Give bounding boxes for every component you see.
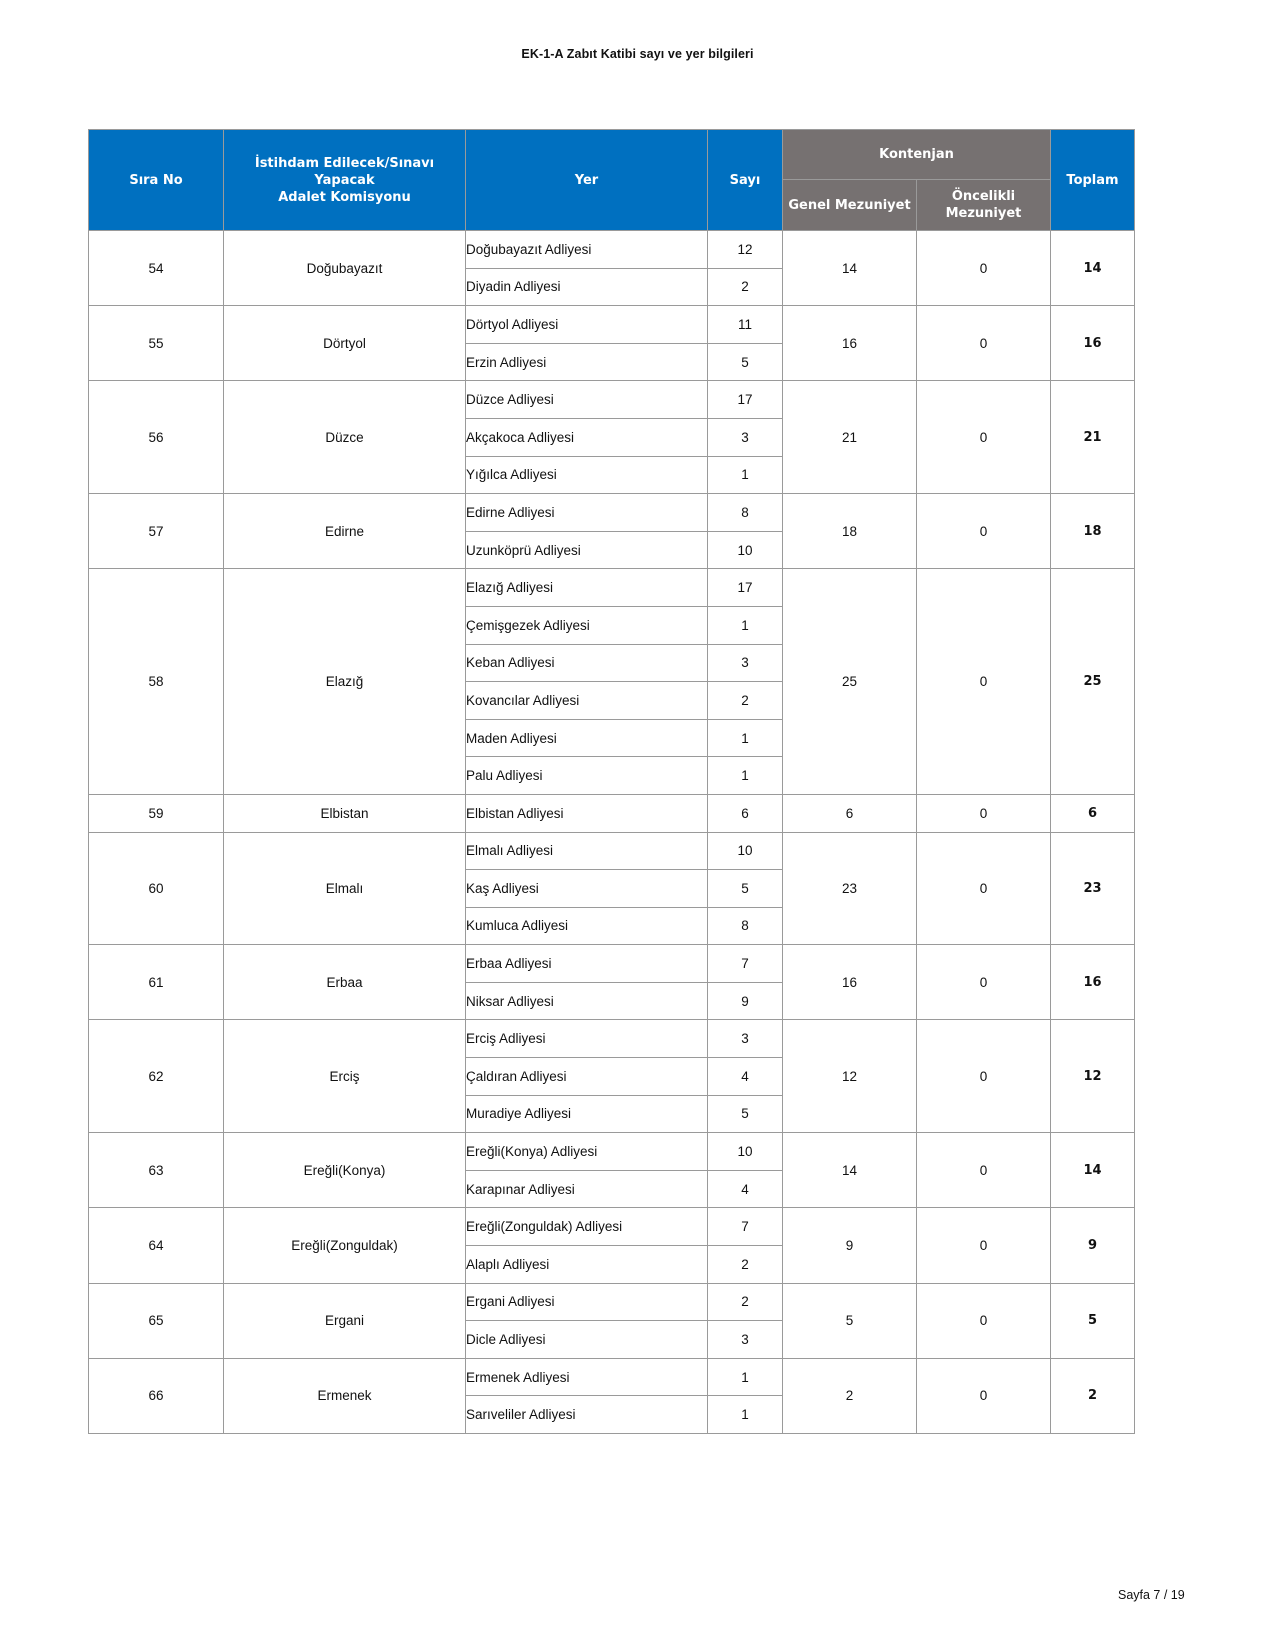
sayi-cell: 10 xyxy=(708,832,783,870)
table-row xyxy=(89,306,1135,344)
sira-no-cell: 57 xyxy=(89,494,224,569)
sira-no-cell: 64 xyxy=(89,1208,224,1283)
yer-cell: Erbaa Adliyesi xyxy=(466,945,708,983)
komisyon-cell: Erbaa xyxy=(224,945,466,1020)
sayi-cell: 3 xyxy=(708,418,783,456)
header-komisyon xyxy=(224,130,466,231)
toplam-cell: 12 xyxy=(1051,1020,1135,1133)
yer-cell: Kaş Adliyesi xyxy=(466,870,708,908)
komisyon-cell: Ereğli(Konya) xyxy=(224,1133,466,1208)
komisyon-cell: Elmalı xyxy=(224,832,466,945)
sayi-cell: 2 xyxy=(708,268,783,306)
toplam-cell: 6 xyxy=(1051,794,1135,832)
toplam-cell: 23 xyxy=(1051,832,1135,945)
table-row xyxy=(89,832,1135,870)
yer-cell: Doğubayazıt Adliyesi xyxy=(466,231,708,269)
genel-mezuniyet-cell: 18 xyxy=(783,494,917,569)
toplam-cell: 16 xyxy=(1051,306,1135,381)
header-sira-no: Sıra No xyxy=(89,130,224,231)
sira-no-cell: 60 xyxy=(89,832,224,945)
sayi-cell: 12 xyxy=(708,231,783,269)
oncelikli-mezuniyet-cell: 0 xyxy=(917,945,1051,1020)
table-row xyxy=(89,1133,1135,1171)
sayi-cell: 5 xyxy=(708,1095,783,1133)
sayi-cell: 1 xyxy=(708,757,783,795)
sayi-cell: 5 xyxy=(708,343,783,381)
sira-no-cell: 59 xyxy=(89,794,224,832)
toplam-cell: 25 xyxy=(1051,569,1135,795)
sayi-cell: 3 xyxy=(708,644,783,682)
sayi-cell: 1 xyxy=(708,606,783,644)
sayi-cell: 2 xyxy=(708,1246,783,1284)
sayi-cell: 1 xyxy=(708,456,783,494)
oncelikli-mezuniyet-cell: 0 xyxy=(917,1358,1051,1433)
yer-cell: Erzin Adliyesi xyxy=(466,343,708,381)
yer-cell: Erciş Adliyesi xyxy=(466,1020,708,1058)
toplam-cell: 18 xyxy=(1051,494,1135,569)
sayi-cell: 5 xyxy=(708,870,783,908)
oncelikli-mezuniyet-cell: 0 xyxy=(917,832,1051,945)
komisyon-cell: Ergani xyxy=(224,1283,466,1358)
sira-no-cell: 58 xyxy=(89,569,224,795)
yer-cell: Yığılca Adliyesi xyxy=(466,456,708,494)
toplam-cell: 16 xyxy=(1051,945,1135,1020)
table-row xyxy=(89,1020,1135,1058)
yer-cell: Ereğli(Konya) Adliyesi xyxy=(466,1133,708,1171)
sayi-cell: 11 xyxy=(708,306,783,344)
yer-cell: Keban Adliyesi xyxy=(466,644,708,682)
sayi-cell: 10 xyxy=(708,1133,783,1171)
header-toplam: Toplam xyxy=(1051,130,1135,231)
sira-no-cell: 61 xyxy=(89,945,224,1020)
komisyon-cell: Doğubayazıt xyxy=(224,231,466,306)
genel-mezuniyet-cell: 16 xyxy=(783,306,917,381)
yer-cell: Kovancılar Adliyesi xyxy=(466,682,708,720)
toplam-cell: 5 xyxy=(1051,1283,1135,1358)
sayi-cell: 3 xyxy=(708,1020,783,1058)
header-genel-mezuniyet: Genel Mezuniyet xyxy=(783,180,917,231)
toplam-cell: 21 xyxy=(1051,381,1135,494)
table-row xyxy=(89,381,1135,419)
table-row xyxy=(89,1208,1135,1246)
oncelikli-mezuniyet-cell: 0 xyxy=(917,231,1051,306)
genel-mezuniyet-cell: 14 xyxy=(783,1133,917,1208)
oncelikli-mezuniyet-cell: 0 xyxy=(917,306,1051,381)
yer-cell: Alaplı Adliyesi xyxy=(466,1246,708,1284)
genel-mezuniyet-cell: 21 xyxy=(783,381,917,494)
yer-cell: Kumluca Adliyesi xyxy=(466,907,708,945)
sayi-cell: 3 xyxy=(708,1321,783,1359)
sayi-cell: 9 xyxy=(708,982,783,1020)
oncelikli-mezuniyet-cell: 0 xyxy=(917,381,1051,494)
sayi-cell: 7 xyxy=(708,945,783,983)
sira-no-cell: 66 xyxy=(89,1358,224,1433)
yer-cell: Çaldıran Adliyesi xyxy=(466,1058,708,1096)
header-sayi: Sayı xyxy=(708,130,783,231)
toplam-cell: 9 xyxy=(1051,1208,1135,1283)
oncelikli-mezuniyet-cell: 0 xyxy=(917,494,1051,569)
genel-mezuniyet-cell: 6 xyxy=(783,794,917,832)
genel-mezuniyet-cell: 2 xyxy=(783,1358,917,1433)
sayi-cell: 7 xyxy=(708,1208,783,1246)
oncelikli-mezuniyet-cell: 0 xyxy=(917,1133,1051,1208)
genel-mezuniyet-cell: 25 xyxy=(783,569,917,795)
komisyon-cell: Elbistan xyxy=(224,794,466,832)
quota-table xyxy=(88,129,1135,1434)
sayi-cell: 1 xyxy=(708,1396,783,1434)
table-body xyxy=(89,231,1135,1434)
table-row xyxy=(89,794,1135,832)
table-header xyxy=(89,130,1135,231)
komisyon-cell: Edirne xyxy=(224,494,466,569)
genel-mezuniyet-cell: 9 xyxy=(783,1208,917,1283)
yer-cell: Karapınar Adliyesi xyxy=(466,1170,708,1208)
komisyon-cell: Dörtyol xyxy=(224,306,466,381)
yer-cell: Ergani Adliyesi xyxy=(466,1283,708,1321)
table-row xyxy=(89,231,1135,269)
toplam-cell: 14 xyxy=(1051,1133,1135,1208)
sira-no-cell: 65 xyxy=(89,1283,224,1358)
sayi-cell: 17 xyxy=(708,381,783,419)
yer-cell: Ermenek Adliyesi xyxy=(466,1358,708,1396)
komisyon-cell: Ermenek xyxy=(224,1358,466,1433)
header-komisyon-line1: İstihdam Edilecek/Sınavı xyxy=(254,155,435,171)
yer-cell: Maden Adliyesi xyxy=(466,719,708,757)
yer-cell: Diyadin Adliyesi xyxy=(466,268,708,306)
oncelikli-mezuniyet-cell: 0 xyxy=(917,794,1051,832)
toplam-cell: 14 xyxy=(1051,231,1135,306)
sayi-cell: 4 xyxy=(708,1058,783,1096)
sayi-cell: 1 xyxy=(708,719,783,757)
sayi-cell: 2 xyxy=(708,1283,783,1321)
table-row xyxy=(89,1283,1135,1321)
sayi-cell: 4 xyxy=(708,1170,783,1208)
yer-cell: Muradiye Adliyesi xyxy=(466,1095,708,1133)
yer-cell: Palu Adliyesi xyxy=(466,757,708,795)
header-oncelikli-line2: Mezuniyet xyxy=(945,206,1022,221)
table-row xyxy=(89,569,1135,607)
komisyon-cell: Ereğli(Zonguldak) xyxy=(224,1208,466,1283)
page-title: EK-1-A Zabıt Katibi sayı ve yer bilgileri xyxy=(521,47,754,61)
header-komisyon-line3: Adalet Komisyonu xyxy=(278,189,411,205)
genel-mezuniyet-cell: 23 xyxy=(783,832,917,945)
sayi-cell: 8 xyxy=(708,907,783,945)
sira-no-cell: 54 xyxy=(89,231,224,306)
page-number: Sayfa 7 / 19 xyxy=(1118,1588,1185,1602)
header-oncelikli-mezuniyet xyxy=(917,180,1051,231)
sayi-cell: 1 xyxy=(708,1358,783,1396)
yer-cell: Niksar Adliyesi xyxy=(466,982,708,1020)
toplam-cell: 2 xyxy=(1051,1358,1135,1433)
header-oncelikli-line1: Öncelikli xyxy=(951,189,1016,204)
yer-cell: Sarıveliler Adliyesi xyxy=(466,1396,708,1434)
yer-cell: Uzunköprü Adliyesi xyxy=(466,531,708,569)
yer-cell: Edirne Adliyesi xyxy=(466,494,708,532)
genel-mezuniyet-cell: 12 xyxy=(783,1020,917,1133)
sira-no-cell: 56 xyxy=(89,381,224,494)
header-komisyon-line2: Yapacak xyxy=(314,172,375,188)
sira-no-cell: 55 xyxy=(89,306,224,381)
sayi-cell: 6 xyxy=(708,794,783,832)
yer-cell: Dicle Adliyesi xyxy=(466,1321,708,1359)
yer-cell: Elbistan Adliyesi xyxy=(466,794,708,832)
header-kontenjan: Kontenjan xyxy=(783,130,1051,180)
genel-mezuniyet-cell: 5 xyxy=(783,1283,917,1358)
yer-cell: Düzce Adliyesi xyxy=(466,381,708,419)
sira-no-cell: 63 xyxy=(89,1133,224,1208)
sayi-cell: 10 xyxy=(708,531,783,569)
genel-mezuniyet-cell: 14 xyxy=(783,231,917,306)
yer-cell: Elmalı Adliyesi xyxy=(466,832,708,870)
komisyon-cell: Erciş xyxy=(224,1020,466,1133)
oncelikli-mezuniyet-cell: 0 xyxy=(917,1283,1051,1358)
sira-no-cell: 62 xyxy=(89,1020,224,1133)
header-yer: Yer xyxy=(466,130,708,231)
table-row xyxy=(89,1358,1135,1396)
table-row xyxy=(89,494,1135,532)
sayi-cell: 17 xyxy=(708,569,783,607)
table-row xyxy=(89,945,1135,983)
sayi-cell: 2 xyxy=(708,682,783,720)
yer-cell: Çemişgezek Adliyesi xyxy=(466,606,708,644)
oncelikli-mezuniyet-cell: 0 xyxy=(917,1020,1051,1133)
yer-cell: Akçakoca Adliyesi xyxy=(466,418,708,456)
oncelikli-mezuniyet-cell: 0 xyxy=(917,1208,1051,1283)
komisyon-cell: Düzce xyxy=(224,381,466,494)
yer-cell: Dörtyol Adliyesi xyxy=(466,306,708,344)
oncelikli-mezuniyet-cell: 0 xyxy=(917,569,1051,795)
yer-cell: Ereğli(Zonguldak) Adliyesi xyxy=(466,1208,708,1246)
sayi-cell: 8 xyxy=(708,494,783,532)
genel-mezuniyet-cell: 16 xyxy=(783,945,917,1020)
yer-cell: Elazığ Adliyesi xyxy=(466,569,708,607)
komisyon-cell: Elazığ xyxy=(224,569,466,795)
